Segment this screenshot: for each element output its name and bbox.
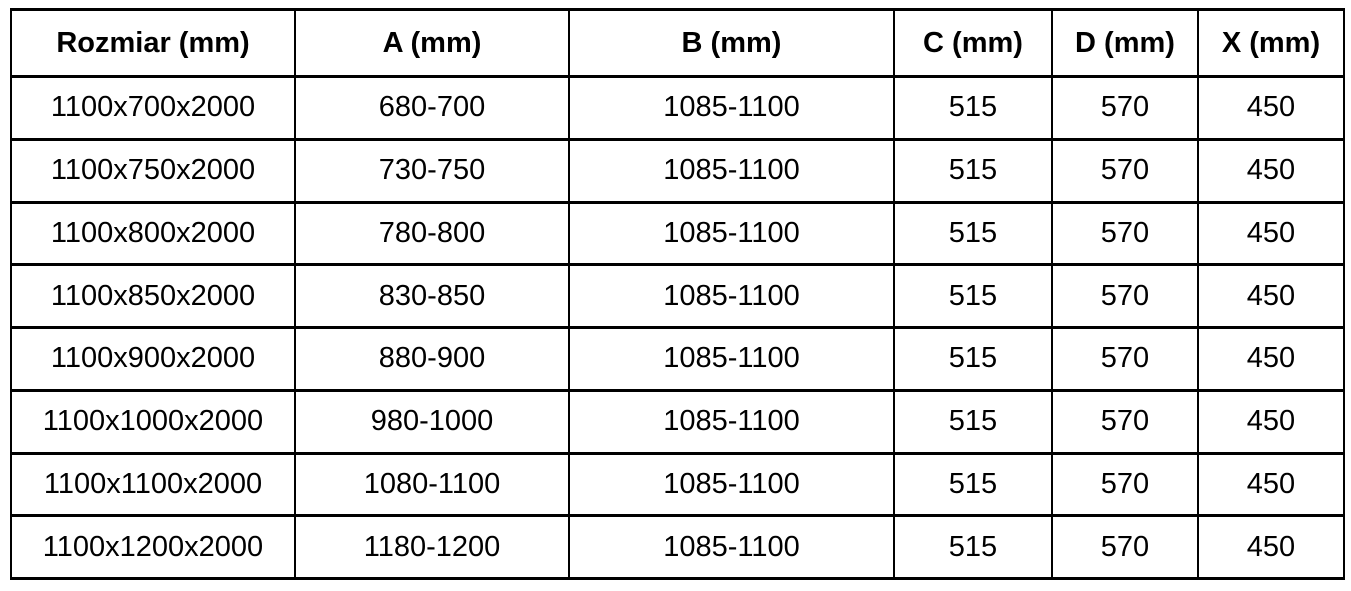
cell-rozmiar: 1100x850x2000 [11, 265, 295, 328]
cell-d: 570 [1052, 139, 1198, 202]
header-cell-x: X (mm) [1198, 10, 1344, 77]
cell-a: 880-900 [295, 328, 569, 391]
header-cell-b: B (mm) [569, 10, 894, 77]
cell-rozmiar: 1100x700x2000 [11, 77, 295, 140]
cell-rozmiar: 1100x800x2000 [11, 202, 295, 265]
cell-c: 515 [894, 453, 1052, 516]
header-row [11, 10, 1344, 77]
cell-x: 450 [1198, 77, 1344, 140]
cell-a: 1180-1200 [295, 516, 569, 579]
table-row [11, 202, 1344, 265]
cell-c: 515 [894, 328, 1052, 391]
cell-c: 515 [894, 516, 1052, 579]
cell-rozmiar: 1100x1100x2000 [11, 453, 295, 516]
cell-x: 450 [1198, 516, 1344, 579]
header-cell-rozmiar: Rozmiar (mm) [11, 10, 295, 77]
cell-c: 515 [894, 77, 1052, 140]
cell-a: 1080-1100 [295, 453, 569, 516]
cell-rozmiar: 1100x900x2000 [11, 328, 295, 391]
cell-a: 980-1000 [295, 390, 569, 453]
cell-rozmiar: 1100x1000x2000 [11, 390, 295, 453]
cell-d: 570 [1052, 453, 1198, 516]
cell-c: 515 [894, 265, 1052, 328]
cell-x: 450 [1198, 265, 1344, 328]
table-row [11, 390, 1344, 453]
size-spec-table [10, 8, 1345, 580]
cell-b: 1085-1100 [569, 516, 894, 579]
cell-x: 450 [1198, 139, 1344, 202]
cell-x: 450 [1198, 390, 1344, 453]
cell-c: 515 [894, 202, 1052, 265]
cell-d: 570 [1052, 516, 1198, 579]
table-row [11, 328, 1344, 391]
table-row [11, 516, 1344, 579]
cell-d: 570 [1052, 77, 1198, 140]
cell-x: 450 [1198, 202, 1344, 265]
cell-d: 570 [1052, 328, 1198, 391]
cell-x: 450 [1198, 453, 1344, 516]
cell-rozmiar: 1100x750x2000 [11, 139, 295, 202]
table-row [11, 77, 1344, 140]
cell-b: 1085-1100 [569, 202, 894, 265]
table-row [11, 453, 1344, 516]
header-cell-a: A (mm) [295, 10, 569, 77]
cell-b: 1085-1100 [569, 328, 894, 391]
cell-a: 680-700 [295, 77, 569, 140]
cell-c: 515 [894, 139, 1052, 202]
cell-d: 570 [1052, 265, 1198, 328]
cell-d: 570 [1052, 390, 1198, 453]
cell-a: 780-800 [295, 202, 569, 265]
cell-c: 515 [894, 390, 1052, 453]
cell-b: 1085-1100 [569, 77, 894, 140]
table-header [11, 10, 1344, 77]
cell-b: 1085-1100 [569, 453, 894, 516]
header-cell-d: D (mm) [1052, 10, 1198, 77]
cell-d: 570 [1052, 202, 1198, 265]
cell-x: 450 [1198, 328, 1344, 391]
cell-a: 730-750 [295, 139, 569, 202]
cell-b: 1085-1100 [569, 139, 894, 202]
table-body [11, 77, 1344, 579]
cell-rozmiar: 1100x1200x2000 [11, 516, 295, 579]
cell-b: 1085-1100 [569, 390, 894, 453]
header-cell-c: C (mm) [894, 10, 1052, 77]
cell-b: 1085-1100 [569, 265, 894, 328]
table-row [11, 139, 1344, 202]
table-row [11, 265, 1344, 328]
cell-a: 830-850 [295, 265, 569, 328]
